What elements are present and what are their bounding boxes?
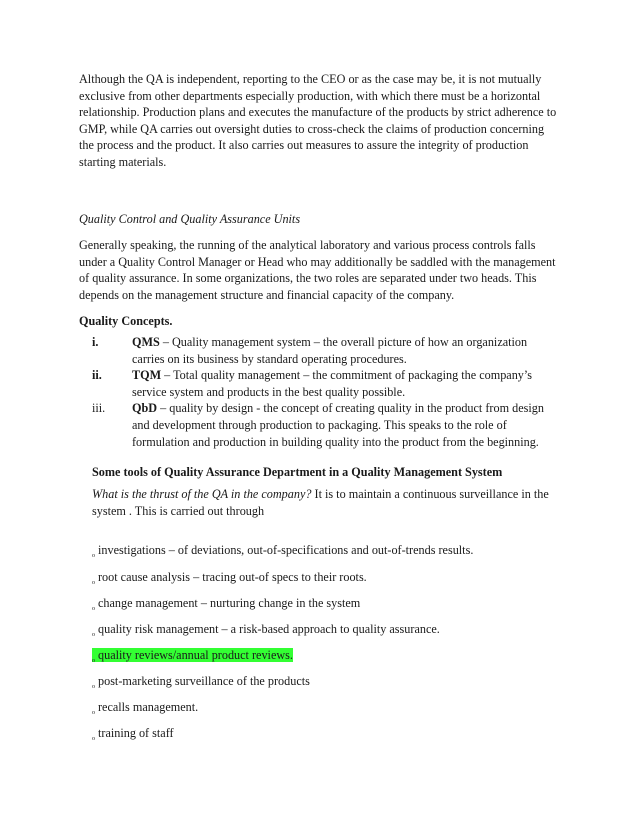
concept-text: – Quality management system – the overall picture of how an organization carries on its business by standard operating procedures.	[132, 335, 528, 366]
bullet-icon: o	[92, 632, 95, 638]
list-item	[92, 647, 562, 670]
bullet-icon: o	[92, 606, 95, 612]
thrust-paragraph	[92, 486, 562, 519]
list-item: $_o$ investigations – of deviations, out-of-specifications and out-of-trends results.	[92, 543, 474, 559]
list-number: ii.	[92, 368, 102, 383]
list-item: $_o$ change management – nurturing change in the system	[92, 596, 361, 612]
thrust-answer: It is to maintain a continuous surveillance in the system . This is carried out through	[92, 487, 549, 518]
concept-text: – quality by design - the concept of creating quality in the product from design and development through production to packaging. This speaks to the role of formulation and production in building quality into the product from the beginning.	[132, 401, 544, 449]
list-item: $_o$ training of staff	[92, 726, 174, 742]
concepts-heading: Quality Concepts.	[79, 314, 173, 328]
list-number: iii.	[92, 401, 106, 416]
list-item: $_o$ recalls management.	[92, 700, 199, 716]
intro-paragraph: Although the QA is independent, reporting to the CEO or as the case may be, it is not mutually exclusive from other departments especially production, with which there must be a horizontal relationship. Production plans and executes the manufacture of the products by strict adherence to GMP, while QA carries out oversight duties to cross-check the claims of production concerning the process and the product. It also carries out measures to assure the integrity of production starting materials.	[79, 72, 557, 169]
list-item	[92, 334, 562, 367]
tools-heading: Some tools of Quality Assurance Department in a Quality Management System	[92, 465, 503, 479]
thrust-question: What is the thrust of the QA in the company?	[92, 487, 312, 501]
bullet-icon: o	[92, 658, 95, 664]
list-item: $_o$ root cause analysis – tracing out-of specs to their roots.	[92, 570, 367, 586]
list-item	[92, 367, 562, 400]
list-item: $_o$ quality risk management – a risk-based approach to quality assurance.	[92, 622, 440, 638]
bullet-icon: o	[92, 553, 95, 559]
concept-term: TQM	[132, 368, 162, 383]
highlighted-text: $_o$ quality reviews/annual product reviews.	[92, 648, 293, 664]
list-item: $_o$ post-marketing surveillance of the products	[92, 674, 310, 690]
bullet-icon: o	[92, 710, 95, 716]
units-paragraph: Generally speaking, the running of the analytical laboratory and various process controls falls under a Quality Control Manager or Head who may additionally be saddled with the management of quality assurance. In some organizations, the two roles are separated under two heads. This depends on the management structure and financial capacity of the company.	[79, 238, 556, 302]
list-item	[92, 400, 562, 450]
bullet-icon: o	[92, 684, 95, 690]
bullet-icon: o	[92, 580, 95, 586]
concept-term: QbD	[132, 401, 158, 416]
list-number: i.	[92, 335, 99, 349]
bullet-icon: o	[92, 736, 95, 742]
concept-text: – Total quality management – the commitment of packaging the company’s service system and products in the best quality possible.	[132, 368, 533, 399]
concept-term: QMS	[132, 335, 160, 349]
units-heading: Quality Control and Quality Assurance Units	[79, 212, 301, 226]
concepts-list	[92, 334, 562, 450]
